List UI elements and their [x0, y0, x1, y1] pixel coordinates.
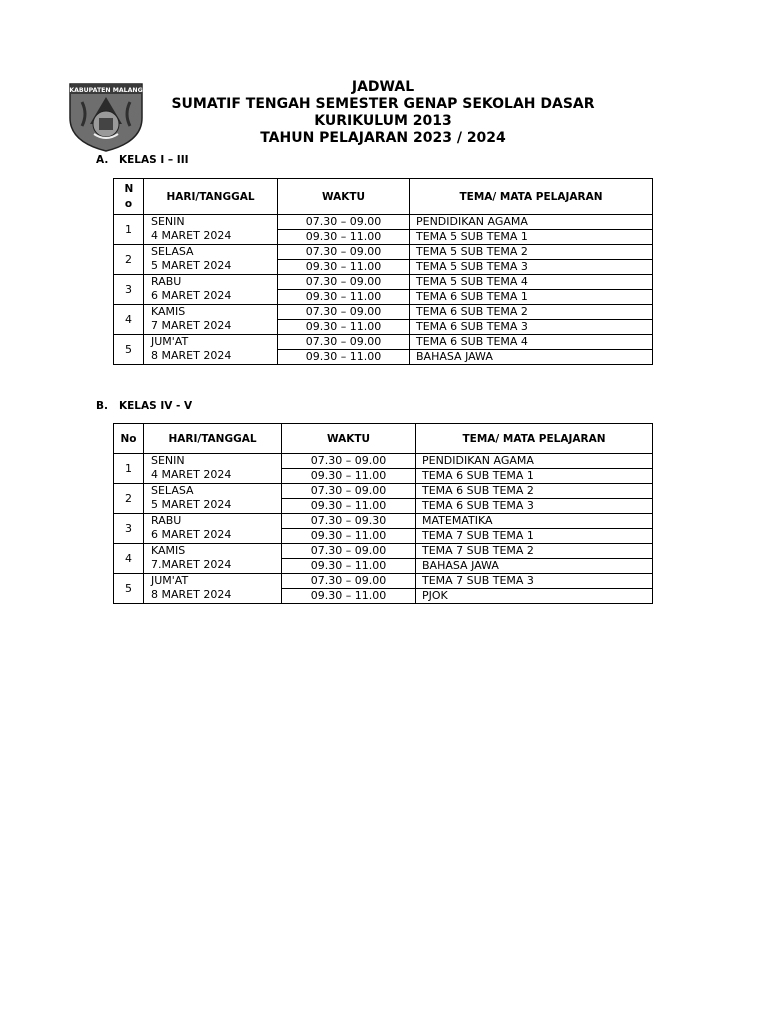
time-cell: 07.30 – 09.00: [282, 574, 416, 589]
row-number: 2: [114, 245, 144, 275]
header-subject: TEMA/ MATA PELAJARAN: [410, 179, 653, 215]
time-cell: 07.30 – 09.00: [278, 245, 410, 260]
subject-cell: PENDIDIKAN AGAMA: [410, 215, 653, 230]
time-cell: 07.30 – 09.00: [282, 454, 416, 469]
section-a-label: KELAS I – III: [119, 154, 189, 166]
subject-cell: TEMA 7 SUB TEMA 2: [416, 544, 653, 559]
table-row: [114, 305, 653, 320]
row-number: 5: [114, 335, 144, 365]
subject-cell: TEMA 6 SUB TEMA 2: [416, 484, 653, 499]
time-cell: 09.30 – 11.00: [278, 230, 410, 245]
header-time: WAKTU: [282, 424, 416, 454]
day-name: KAMIS: [151, 305, 186, 318]
subject-cell: TEMA 7 SUB TEMA 3: [416, 574, 653, 589]
header-time: WAKTU: [278, 179, 410, 215]
subject-cell: TEMA 5 SUB TEMA 4: [410, 275, 653, 290]
date-text: 6 MARET 2024: [151, 289, 232, 302]
date-text: 4 MARET 2024: [151, 468, 232, 481]
day-name: SELASA: [151, 484, 194, 497]
time-cell: 07.30 – 09.00: [278, 335, 410, 350]
row-number: 3: [114, 275, 144, 305]
day-name: SENIN: [151, 215, 185, 228]
date-text: 5 MARET 2024: [151, 259, 232, 272]
time-cell: 09.30 – 11.00: [282, 469, 416, 484]
header-no: No: [114, 424, 144, 454]
subject-cell: TEMA 6 SUB TEMA 1: [416, 469, 653, 484]
header-no: N o: [114, 179, 144, 215]
row-number: 3: [114, 514, 144, 544]
table-header-row: [114, 179, 653, 215]
time-cell: 09.30 – 11.00: [282, 589, 416, 604]
subject-cell: MATEMATIKA: [416, 514, 653, 529]
table-row: [114, 574, 653, 589]
day-name: JUM'AT: [151, 574, 189, 587]
day-date-cell: [144, 305, 278, 335]
date-text: 8 MARET 2024: [151, 588, 232, 601]
time-cell: 07.30 – 09.00: [282, 544, 416, 559]
date-text: 8 MARET 2024: [151, 349, 232, 362]
subject-cell: TEMA 6 SUB TEMA 1: [410, 290, 653, 305]
time-cell: 09.30 – 11.00: [282, 559, 416, 574]
subject-cell: PJOK: [416, 589, 653, 604]
day-date-cell: [144, 335, 278, 365]
subject-cell: TEMA 5 SUB TEMA 2: [410, 245, 653, 260]
time-cell: 07.30 – 09.00: [282, 484, 416, 499]
header-day: HARI/TANGGAL: [144, 424, 282, 454]
day-date-cell: [144, 574, 282, 604]
time-cell: 09.30 – 11.00: [278, 320, 410, 335]
time-cell: 07.30 – 09.00: [278, 215, 410, 230]
subject-cell: BAHASA JAWA: [410, 350, 653, 365]
section-a-letter: A.: [96, 154, 109, 166]
section-b-label: KELAS IV - V: [119, 400, 193, 412]
date-text: 4 MARET 2024: [151, 229, 232, 242]
row-number: 4: [114, 305, 144, 335]
section-a-heading: [96, 154, 189, 166]
section-b-heading: [96, 400, 192, 412]
day-date-cell: [144, 514, 282, 544]
day-date-cell: [144, 544, 282, 574]
time-cell: 07.30 – 09.30: [282, 514, 416, 529]
day-name: RABU: [151, 275, 182, 288]
time-cell: 09.30 – 11.00: [278, 350, 410, 365]
time-cell: 07.30 – 09.00: [278, 275, 410, 290]
schedule-table-kelas-4-5: [113, 423, 653, 604]
day-date-cell: [144, 245, 278, 275]
time-cell: 09.30 – 11.00: [282, 499, 416, 514]
date-text: 6 MARET 2024: [151, 528, 232, 541]
subject-cell: TEMA 6 SUB TEMA 4: [410, 335, 653, 350]
day-date-cell: [144, 215, 278, 245]
day-date-cell: [144, 484, 282, 514]
time-cell: 07.30 – 09.00: [278, 305, 410, 320]
header-subject: TEMA/ MATA PELAJARAN: [416, 424, 653, 454]
date-text: 5 MARET 2024: [151, 498, 232, 511]
document-title: [150, 79, 616, 147]
subject-cell: TEMA 5 SUB TEMA 1: [410, 230, 653, 245]
table-header-row: [114, 424, 653, 454]
emblem-banner-text: KABUPATEN MALANG: [69, 87, 143, 94]
day-date-cell: [144, 275, 278, 305]
subject-cell: TEMA 6 SUB TEMA 2: [410, 305, 653, 320]
day-name: RABU: [151, 514, 182, 527]
section-b-letter: B.: [96, 400, 108, 412]
day-name: SENIN: [151, 454, 185, 467]
table-row: [114, 454, 653, 469]
title-line-1: JADWAL: [351, 79, 415, 95]
day-name: KAMIS: [151, 544, 186, 557]
date-text: 7 MARET 2024: [151, 319, 232, 332]
table-row: [114, 544, 653, 559]
subject-cell: TEMA 6 SUB TEMA 3: [416, 499, 653, 514]
day-name: JUM'AT: [151, 335, 189, 348]
kabupaten-malang-emblem: [68, 80, 144, 152]
time-cell: 09.30 – 11.00: [278, 260, 410, 275]
day-date-cell: [144, 454, 282, 484]
title-line-2: SUMATIF TENGAH SEMESTER GENAP SEKOLAH DASAR: [171, 96, 595, 112]
title-line-3: KURIKULUM 2013: [314, 113, 452, 129]
table-row: [114, 484, 653, 499]
date-text: 7.MARET 2024: [151, 558, 232, 571]
row-number: 4: [114, 544, 144, 574]
emblem-shield-icon: [68, 80, 144, 152]
schedule-table-kelas-1-3: [113, 178, 653, 365]
subject-cell: TEMA 5 SUB TEMA 3: [410, 260, 653, 275]
time-cell: 09.30 – 11.00: [278, 290, 410, 305]
time-cell: 09.30 – 11.00: [282, 529, 416, 544]
day-name: SELASA: [151, 245, 194, 258]
subject-cell: TEMA 7 SUB TEMA 1: [416, 529, 653, 544]
row-number: 1: [114, 215, 144, 245]
title-line-4: TAHUN PELAJARAN 2023 / 2024: [260, 130, 506, 146]
table-row: [114, 215, 653, 230]
subject-cell: TEMA 6 SUB TEMA 3: [410, 320, 653, 335]
table-row: [114, 245, 653, 260]
row-number: 5: [114, 574, 144, 604]
table-row: [114, 275, 653, 290]
table-row: [114, 335, 653, 350]
subject-cell: PENDIDIKAN AGAMA: [416, 454, 653, 469]
table-row: [114, 514, 653, 529]
row-number: 1: [114, 454, 144, 484]
row-number: 2: [114, 484, 144, 514]
header-day: HARI/TANGGAL: [144, 179, 278, 215]
subject-cell: BAHASA JAWA: [416, 559, 653, 574]
